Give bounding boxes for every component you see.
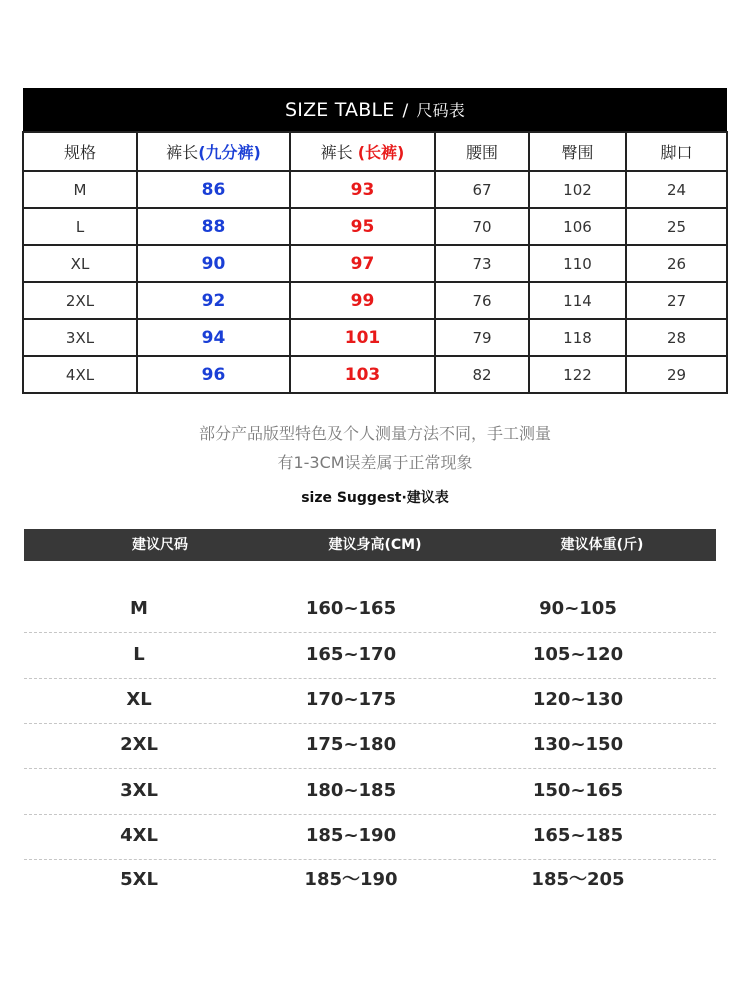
header-length-cropped <box>137 132 290 171</box>
cell-length-cropped: 86 <box>137 171 290 208</box>
header-length-full-prefix: 裤长 <box>320 143 353 162</box>
table-row <box>23 171 727 208</box>
size-table-title-separator: / <box>402 101 409 121</box>
cell-length-cropped: 96 <box>137 356 290 393</box>
suggest-row <box>24 857 716 903</box>
suggest-height: 165~170 <box>305 644 397 665</box>
header-length-full-suffix: (长裤) <box>357 143 405 162</box>
suggest-weight: 90~105 <box>539 598 617 619</box>
suggest-header-size: 建议尺码 <box>132 537 188 553</box>
measurement-note-line1: 部分产品版型特色及个人测量方法不同，手工测量 <box>198 424 551 443</box>
suggest-weight: 130~150 <box>532 734 624 755</box>
size-table-title-cell <box>23 88 727 132</box>
cell-size: 4XL <box>23 356 137 393</box>
cell-length-full: 93 <box>290 171 435 208</box>
suggest-height: 185~190 <box>305 825 397 846</box>
size-table <box>22 88 728 394</box>
suggest-weight: 165~185 <box>532 825 624 846</box>
header-length-cropped-suffix: (九分裤) <box>198 143 261 162</box>
suggest-weight: 105~120 <box>532 644 624 665</box>
suggest-height: 160~165 <box>305 598 397 619</box>
cell-hem: 26 <box>626 245 727 282</box>
cell-size: 2XL <box>23 282 137 319</box>
table-row <box>23 282 727 319</box>
header-waist: 腰围 <box>435 132 529 171</box>
table-row <box>23 356 727 393</box>
suggest-row <box>24 722 716 769</box>
cell-hip: 118 <box>529 319 626 356</box>
size-table-title-cn: 尺码表 <box>416 101 466 120</box>
suggest-size: 5XL <box>120 869 158 890</box>
suggest-size: L <box>133 644 145 665</box>
cell-length-full: 101 <box>290 319 435 356</box>
suggest-size: M <box>130 598 148 619</box>
header-spec: 规格 <box>23 132 137 171</box>
cell-hem: 27 <box>626 282 727 319</box>
cell-size: M <box>23 171 137 208</box>
suggest-row <box>24 632 716 679</box>
cell-size: 3XL <box>23 319 137 356</box>
cell-hip: 122 <box>529 356 626 393</box>
cell-hem: 24 <box>626 171 727 208</box>
cell-length-cropped: 92 <box>137 282 290 319</box>
suggest-header-height: 建议身高(CM) <box>328 537 422 553</box>
suggest-row <box>24 586 716 633</box>
suggest-header <box>24 529 716 561</box>
header-hip: 臀围 <box>529 132 626 171</box>
suggest-weight: 185～205 <box>531 869 625 890</box>
suggest-weight: 150~165 <box>532 780 624 801</box>
suggest-height: 185～190 <box>304 869 398 890</box>
cell-hem: 28 <box>626 319 727 356</box>
suggest-height: 180~185 <box>305 780 397 801</box>
cell-size: XL <box>23 245 137 282</box>
cell-hip: 102 <box>529 171 626 208</box>
suggest-size: 3XL <box>120 780 158 801</box>
table-row <box>23 319 727 356</box>
suggest-height: 170~175 <box>305 689 397 710</box>
size-table-banner <box>23 88 727 132</box>
cell-waist: 79 <box>435 319 529 356</box>
size-table-header-row <box>23 132 727 171</box>
cell-waist: 82 <box>435 356 529 393</box>
cell-length-full: 97 <box>290 245 435 282</box>
suggest-size: 2XL <box>120 734 158 755</box>
cell-waist: 73 <box>435 245 529 282</box>
suggest-title: size Suggest·建议表 <box>301 490 449 506</box>
suggest-height: 175~180 <box>305 734 397 755</box>
cell-hem: 25 <box>626 208 727 245</box>
header-hem: 脚口 <box>626 132 727 171</box>
suggest-weight: 120~130 <box>532 689 624 710</box>
cell-length-cropped: 94 <box>137 319 290 356</box>
table-row <box>23 245 727 282</box>
cell-size: L <box>23 208 137 245</box>
suggest-header-weight: 建议体重(斤) <box>560 537 644 553</box>
cell-length-full: 103 <box>290 356 435 393</box>
cell-hip: 106 <box>529 208 626 245</box>
suggest-row <box>24 813 716 860</box>
size-table-title: SIZE TABLE <box>285 99 395 121</box>
cell-waist: 70 <box>435 208 529 245</box>
header-length-cropped-prefix: 裤长 <box>166 143 199 162</box>
cell-hem: 29 <box>626 356 727 393</box>
cell-hip: 110 <box>529 245 626 282</box>
suggest-size: 4XL <box>120 825 158 846</box>
cell-length-full: 99 <box>290 282 435 319</box>
suggest-row <box>24 768 716 815</box>
table-row <box>23 208 727 245</box>
cell-length-cropped: 88 <box>137 208 290 245</box>
cell-waist: 76 <box>435 282 529 319</box>
suggest-row <box>24 677 716 724</box>
cell-length-full: 95 <box>290 208 435 245</box>
cell-waist: 67 <box>435 171 529 208</box>
suggest-size: XL <box>126 689 152 710</box>
cell-hip: 114 <box>529 282 626 319</box>
cell-length-cropped: 90 <box>137 245 290 282</box>
header-length-full <box>290 132 435 171</box>
measurement-note-line2: 有1-3CM误差属于正常现象 <box>277 453 473 472</box>
